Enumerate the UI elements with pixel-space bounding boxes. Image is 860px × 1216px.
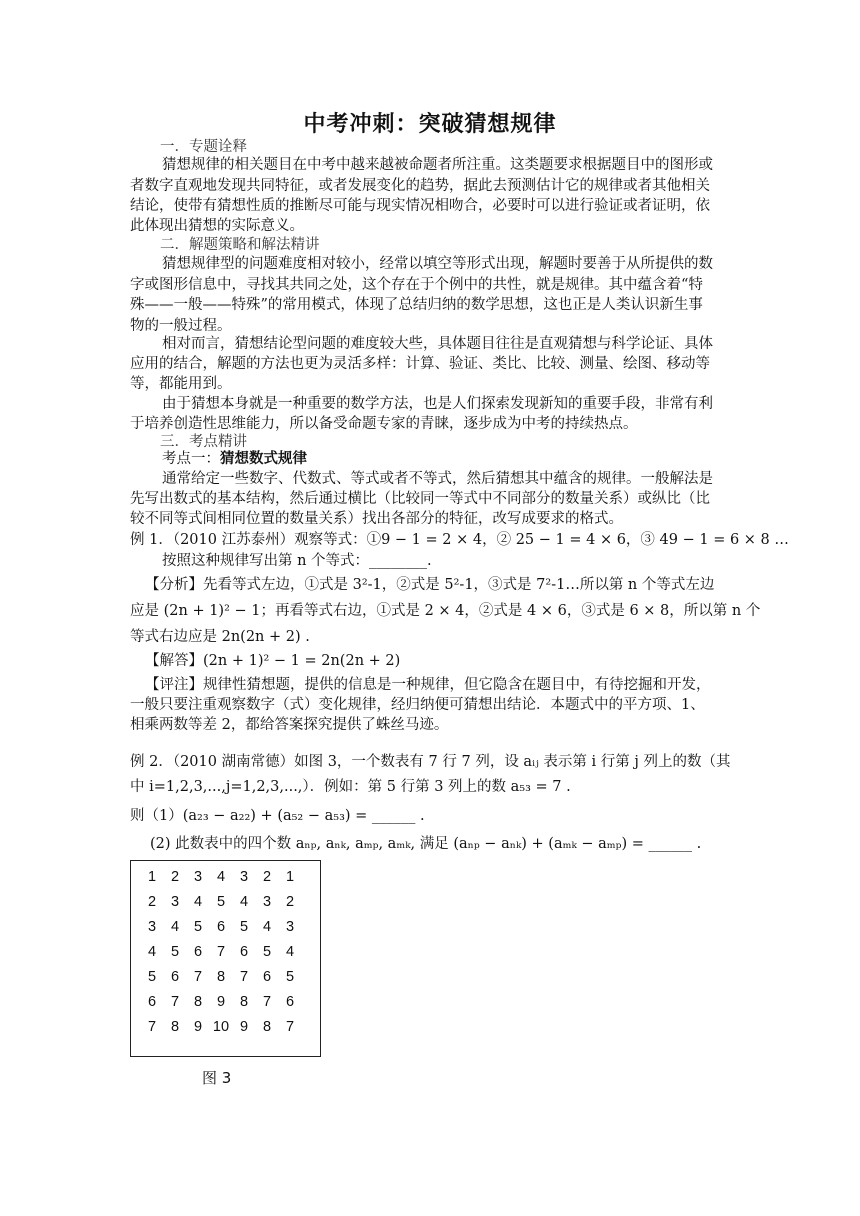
example1-line9: 相乘两数等差 2，都给答案探究提供了蛛丝马迹。 (130, 717, 449, 733)
table-cell: 4 (285, 944, 295, 960)
table-cell: 3 (239, 869, 249, 885)
paragraph-line: 于培养创造性思维能力，所以备受命题专家的青睐，逐步成为中考的持续热点。 (130, 416, 638, 432)
example1-line5: 等式右边应是 2n(2n + 2) . (130, 629, 310, 645)
table-cell: 5 (170, 944, 180, 960)
table-cell: 8 (216, 969, 226, 985)
kaodian-heading (162, 449, 762, 469)
table-cell: 5 (147, 969, 157, 985)
table-cell: 9 (216, 994, 226, 1010)
table-cell: 7 (239, 969, 249, 985)
example1-line1: 例 1．（2010 江苏泰州）观察等式：①9 − 1 = 2 × 4，② 25 − 1 = 4 × 6，③ 49 − 1 = 6 × 8 … (130, 532, 789, 548)
table-cell: 4 (193, 894, 203, 910)
table-cell: 7 (285, 1019, 295, 1035)
paragraph-line: 此体现出猜想的实际意义。 (130, 218, 304, 234)
paragraph-line: 由于猜想本身就是一种重要的数学方法，也是人们探索发现新知的重要手段，非常有利 (162, 396, 713, 412)
paragraph-line: 通常给定一些数字、代数式、等式或者不等式，然后猜想其中蕴含的规律。一般解法是 (162, 471, 713, 487)
table-cell: 7 (170, 994, 180, 1010)
table-cell: 2 (262, 869, 272, 885)
example1-line2: 按照这种规律写出第 n 个等式：________. (162, 553, 432, 569)
paragraph-line: 应用的结合，解题的方法也更为灵活多样：计算、验证、类比、比较、测量、绘图、移动等 (130, 356, 710, 372)
paragraph-line: 结论，使带有猜想性质的推断尽可能与现实情况相吻合，必要时可以进行验证或者证明，依 (130, 198, 710, 214)
section-heading: 二．解题策略和解法精讲 (160, 237, 320, 253)
table-cell: 7 (262, 994, 272, 1010)
figure-caption: 图 3 (202, 1069, 232, 1087)
table-cell: 6 (239, 944, 249, 960)
table-cell: 8 (170, 1019, 180, 1035)
table-cell: 6 (216, 919, 226, 935)
example1-line4: 应是 (2n + 1)² − 1；再看等式右边，①式是 2 × 4，②式是 4 × 6，③式是 6 × 8，所以第 n 个 (130, 603, 761, 619)
table-cell: 3 (193, 869, 203, 885)
paragraph-line: 者数字直观地发现共同特征，或者发展变化的趋势，据此去预测估计它的规律或者其他相关 (130, 178, 710, 194)
table-cell: 4 (216, 869, 226, 885)
paragraph-line: 猜想规律型的问题难度相对较小，经常以填空等形式出现，解题时要善于从所提供的数 (162, 256, 713, 272)
table-cell: 4 (262, 919, 272, 935)
table-cell: 2 (170, 869, 180, 885)
table-cell: 5 (239, 919, 249, 935)
table-cell: 6 (262, 969, 272, 985)
paragraph-line: 物的一般过程。 (130, 318, 232, 334)
table-cell: 6 (285, 994, 295, 1010)
table-cell: 1 (147, 869, 157, 885)
paragraph-line: 先写出数式的基本结构，然后通过横比（比较同一等式中不同部分的数量关系）或纵比（比 (130, 491, 710, 507)
table-cell: 10 (212, 1019, 230, 1035)
table-cell: 5 (262, 944, 272, 960)
paragraph-line: 殊——一般——特殊”的常用模式，体现了总结归纳的数学思想，这也正是人类认识新生事 (130, 297, 703, 313)
paragraph-line: 猜想规律的相关题目在中考中越来越被命题者所注重。这类题要求根据题目中的图形或 (162, 157, 713, 173)
paragraph-line: 字或图形信息中，寻找其共同之处，这个存在于个例中的共性，就是规律。其中蕴含着“特 (130, 277, 703, 293)
example2-question1: 则（1）(a₂₃ − a₂₂) + (a₅₂ − a₅₃) = ______ . (130, 808, 425, 824)
table-cell: 3 (170, 894, 180, 910)
table-cell: 5 (216, 894, 226, 910)
section-heading: 一．专题诠释 (160, 139, 247, 155)
table-cell: 6 (147, 994, 157, 1010)
example1-analysis: 【分析】先看等式左边，①式是 3²-1，②式是 5²-1，③式是 7²-1…所以第 n 个等式左边 (145, 577, 715, 593)
table-cell: 3 (285, 919, 295, 935)
section-heading: 三．考点精讲 (160, 434, 247, 450)
kaodian-title: 猜想数式规律 (220, 450, 307, 467)
paragraph-line: 较不同等式间相同位置的数量关系）找出各部分的特征，改写成要求的格式。 (130, 511, 623, 527)
table-cell: 9 (239, 1019, 249, 1035)
table-cell: 9 (193, 1019, 203, 1035)
table-cell: 1 (285, 869, 295, 885)
table-cell: 4 (170, 919, 180, 935)
example2-question2: (2) 此数表中的四个数 aₙₚ, aₙₖ, aₘₚ, aₘₖ, 满足 (aₙₚ − aₙₖ) + (aₘₖ − aₘₚ) = ______ . (150, 836, 702, 852)
kaodian-label: 考点一： (162, 451, 220, 467)
example1-answer: 【解答】(2n + 1)² − 1 = 2n(2n + 2) (145, 653, 401, 669)
example1-line8: 一般只要注重观察数字（式）变化规律，经归纳便可猜想出结论．本题式中的平方项、1、 (130, 697, 705, 713)
table-cell: 3 (147, 919, 157, 935)
table-cell: 8 (262, 1019, 272, 1035)
table-cell: 5 (285, 969, 295, 985)
table-cell: 6 (193, 944, 203, 960)
table-cell: 3 (262, 894, 272, 910)
table-cell: 4 (147, 944, 157, 960)
number-table (130, 860, 321, 1057)
table-cell: 5 (193, 919, 203, 935)
table-cell: 4 (239, 894, 249, 910)
paragraph-line: 相对而言，猜想结论型问题的难度较大些，具体题目往往是直观猜想与科学论证、具体 (162, 336, 713, 352)
table-cell: 8 (193, 994, 203, 1010)
table-cell: 2 (147, 894, 157, 910)
table-cell: 7 (216, 944, 226, 960)
table-cell: 6 (170, 969, 180, 985)
table-cell: 7 (147, 1019, 157, 1035)
table-cell: 8 (239, 994, 249, 1010)
example2-line2: 中 i=1,2,3,...,j=1,2,3,...,）．例如：第 5 行第 3 列上的数 a₅₃ = 7 . (130, 779, 571, 795)
paragraph-line: 等，都能用到。 (130, 376, 232, 392)
example2-line1: 例 2．（2010 湖南常德）如图 3，一个数表有 7 行 7 列，设 aᵢⱼ 表示第 i 行第 j 列上的数（其 (130, 754, 731, 770)
page-title: 中考冲刺：突破猜想规律 (303, 112, 557, 137)
table-cell: 2 (285, 894, 295, 910)
example1-comment: 【评注】规律性猜想题，提供的信息是一种规律，但它隐含在题目中，有待挖掘和开发， (145, 677, 711, 693)
table-cell: 7 (193, 969, 203, 985)
